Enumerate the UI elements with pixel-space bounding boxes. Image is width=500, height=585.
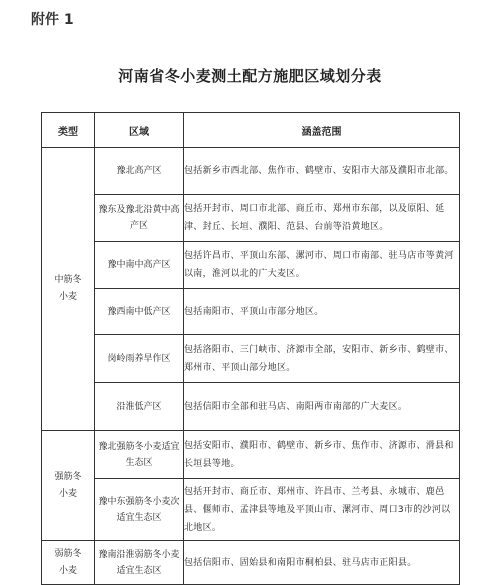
region-label: 沿淮低产区 (116, 401, 162, 412)
region-label: 豫北强筋冬小麦适宜生态区 (98, 441, 180, 468)
category-label: 弱筋冬小麦 (54, 548, 82, 576)
region-label: 豫中东强筋冬小麦次适宜生态区 (98, 496, 180, 523)
table-header-row (42, 113, 460, 148)
coverage-cell (184, 383, 460, 431)
coverage-cell (184, 148, 460, 195)
region-label: 豫南沿淮弱筋冬小麦适宜生态区 (98, 549, 180, 576)
region-label: 豫中南中高产区 (107, 260, 171, 270)
region-label: 豫东及豫北沿黄中高产区 (98, 205, 180, 231)
category-cell (42, 431, 95, 541)
coverage-text: 包括洛阳市、三门峡市、济源市全部，安阳市、新乡市、鹤壁市、郑州市、平顶山部分地区。 (184, 344, 454, 373)
table-row (42, 289, 460, 335)
coverage-cell (184, 541, 460, 585)
coverage-cell (184, 289, 460, 335)
coverage-text: 包括许昌市、平顶山东部、漯河市、周口市南部、驻马店市等黄河以南，淮河以北的广大麦区。 (184, 251, 454, 279)
coverage-text: 包括开封市、商丘市、郑州市、许昌市、兰考县、永城市、鹿邑县、偃师市、孟津县等地及平顶山市、漯河市、周口3市的沙河以北地区。 (184, 486, 451, 533)
region-cell (95, 383, 184, 431)
region-cell (95, 431, 184, 479)
table-row (42, 335, 460, 383)
header-category: 类型 (42, 113, 95, 148)
region-cell (95, 289, 184, 335)
header-region: 区域 (95, 113, 184, 148)
coverage-text: 包括安阳市、濮阳市、鹤壁市、新乡市、焦作市、济源市、滑县和长垣县等地。 (184, 440, 454, 469)
coverage-text: 包括南阳市、平顶山市部分地区。 (184, 306, 324, 317)
table-row (42, 242, 460, 289)
coverage-cell (184, 479, 460, 541)
attachment-label: 附件 1 (31, 12, 74, 28)
region-label: 豫北高产区 (116, 166, 162, 176)
coverage-text: 包括开封市、周口市北部、商丘市、郑州市东部，以及原阳、延津、封丘、长垣、濮阳、范县、台前等沿黄地区。 (184, 204, 445, 232)
table-row (42, 148, 460, 195)
table-row (42, 479, 460, 541)
region-cell (95, 148, 184, 195)
coverage-text: 包括新乡市西北部、焦作市、鹤壁市、安阳市大部及濮阳市北部。 (184, 166, 454, 176)
table-row (42, 431, 460, 479)
table-row (42, 383, 460, 431)
category-label: 中筋冬小麦 (54, 275, 82, 302)
region-label: 豫西南中低产区 (107, 306, 171, 317)
table-row (42, 195, 460, 242)
region-cell (95, 479, 184, 541)
coverage-text: 包括信阳市全部和驻马店、南阳两市南部的广大麦区。 (184, 401, 408, 412)
coverage-cell (184, 195, 460, 242)
region-cell (95, 242, 184, 289)
region-cell (95, 541, 184, 585)
region-label: 岗岭雨养旱作区 (107, 353, 171, 364)
zoning-table (41, 112, 460, 585)
category-cell (42, 148, 95, 431)
coverage-cell (184, 335, 460, 383)
region-cell (95, 195, 184, 242)
coverage-text: 包括信阳市、固始县和南阳市桐柏县、驻马店市正阳县。 (184, 557, 417, 568)
coverage-cell (184, 431, 460, 479)
document-title: 河南省冬小麦测土配方施肥区域划分表 (118, 67, 382, 85)
category-label: 强筋冬小麦 (54, 471, 82, 499)
coverage-cell (184, 242, 460, 289)
header-coverage: 涵盖范围 (184, 113, 460, 148)
region-cell (95, 335, 184, 383)
category-cell (42, 541, 95, 585)
table-row (42, 541, 460, 585)
